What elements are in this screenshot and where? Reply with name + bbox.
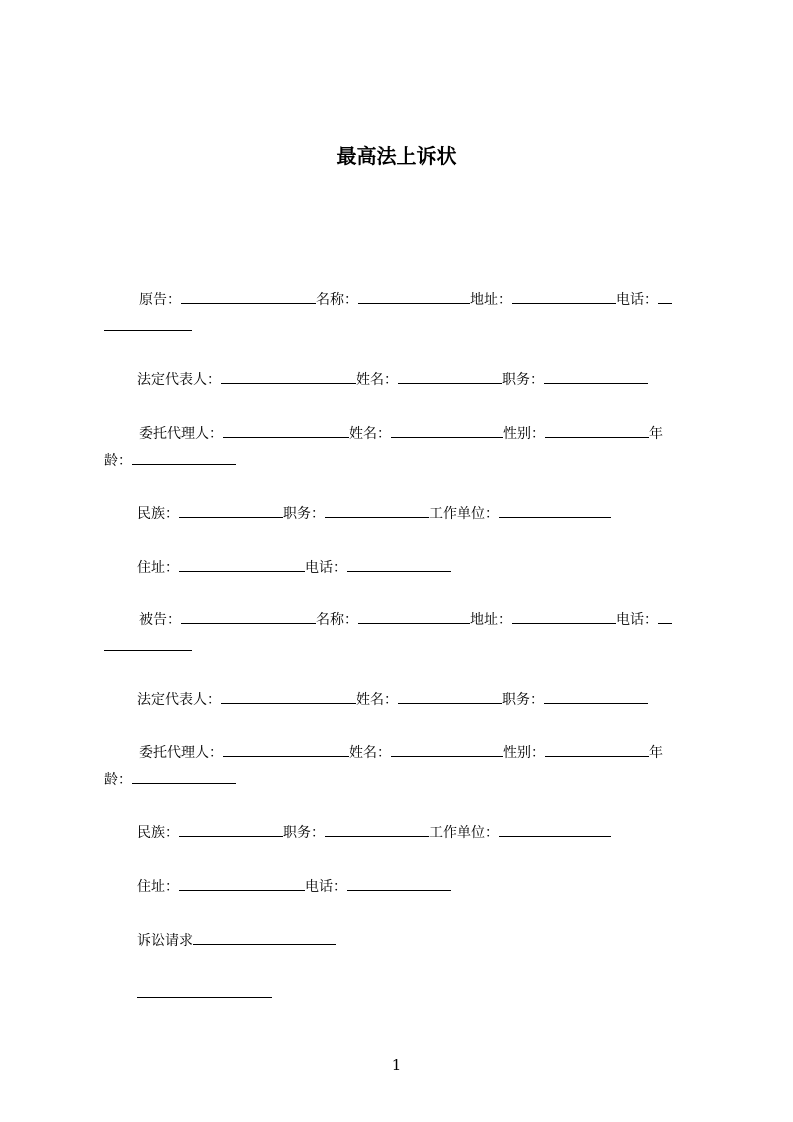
plaintiff-name-label: 名称： xyxy=(316,292,358,308)
def-agent-age-blank[interactable] xyxy=(132,767,236,784)
legal-rep-label: 法定代表人： xyxy=(137,372,221,388)
agent-age-label-2: 龄： xyxy=(104,453,132,469)
def-residence-label: 住址： xyxy=(137,879,179,895)
agent-label: 委托代理人： xyxy=(139,426,223,442)
def-agent-gender-label: 性别： xyxy=(503,745,545,761)
def-agent-name-label: 姓名： xyxy=(349,745,391,761)
agent-gender-blank[interactable] xyxy=(545,421,649,438)
workplace-label: 工作单位： xyxy=(429,506,499,522)
defendant-name-label: 名称： xyxy=(316,612,358,628)
plaintiff-line xyxy=(104,287,704,314)
defendant-phone-blank-cont[interactable] xyxy=(104,634,192,651)
residence-phone-blank[interactable] xyxy=(347,555,451,572)
plaintiff-address-label: 地址： xyxy=(470,292,512,308)
legal-rep-name-label: 姓名： xyxy=(356,372,398,388)
plaintiff-phone-continuation xyxy=(104,314,192,341)
claims-continuation-line xyxy=(104,981,704,1008)
def-ethnicity-label: 民族： xyxy=(137,825,179,841)
defendant-blank[interactable] xyxy=(181,607,316,624)
plaintiff-name-blank[interactable] xyxy=(358,287,470,304)
agent-blank[interactable] xyxy=(223,421,349,438)
plaintiff-agent-age-line xyxy=(104,448,236,475)
def-position-blank[interactable] xyxy=(325,820,429,837)
plaintiff-address-blank[interactable] xyxy=(512,287,616,304)
claims-blank[interactable] xyxy=(193,928,336,945)
def-residence-blank[interactable] xyxy=(179,874,305,891)
defendant-agent-age-line xyxy=(104,767,236,794)
defendant-agent-line xyxy=(104,740,704,767)
def-workplace-label: 工作单位： xyxy=(429,825,499,841)
defendant-address-blank[interactable] xyxy=(512,607,616,624)
residence-phone-label: 电话： xyxy=(305,560,347,576)
def-agent-age-label-2: 龄： xyxy=(104,772,132,788)
document-title: 最高法上诉状 xyxy=(336,144,457,168)
legal-rep-position-label: 职务： xyxy=(502,372,544,388)
legal-rep-position-blank[interactable] xyxy=(544,367,648,384)
defendant-ethnicity-line xyxy=(104,820,704,847)
ethnicity-blank[interactable] xyxy=(179,501,283,518)
plaintiff-phone-blank[interactable] xyxy=(658,287,672,304)
def-agent-label: 委托代理人： xyxy=(139,745,223,761)
page-number: 1 xyxy=(391,1056,402,1074)
ethnicity-label: 民族： xyxy=(137,506,179,522)
plaintiff-ethnicity-line xyxy=(104,501,704,528)
agent-gender-label: 性别： xyxy=(503,426,545,442)
residence-blank[interactable] xyxy=(179,555,305,572)
defendant-phone-continuation xyxy=(104,634,192,661)
def-legal-rep-label: 法定代表人： xyxy=(137,692,221,708)
def-residence-phone-blank[interactable] xyxy=(347,874,451,891)
workplace-blank[interactable] xyxy=(499,501,611,518)
defendant-phone-label: 电话： xyxy=(616,612,658,628)
agent-age-blank[interactable] xyxy=(132,448,236,465)
def-agent-gender-blank[interactable] xyxy=(545,740,649,757)
defendant-line xyxy=(104,607,704,634)
def-workplace-blank[interactable] xyxy=(499,820,611,837)
legal-rep-name-blank[interactable] xyxy=(398,367,502,384)
def-agent-blank[interactable] xyxy=(223,740,349,757)
def-residence-phone-label: 电话： xyxy=(305,879,347,895)
def-ethnicity-blank[interactable] xyxy=(179,820,283,837)
plaintiff-blank[interactable] xyxy=(181,287,316,304)
plaintiff-residence-line xyxy=(104,555,704,582)
claims-line xyxy=(104,928,704,955)
position-label: 职务： xyxy=(283,506,325,522)
legal-rep-blank[interactable] xyxy=(221,367,356,384)
agent-name-blank[interactable] xyxy=(391,421,503,438)
claims-label: 诉讼请求 xyxy=(137,933,193,949)
agent-name-label: 姓名： xyxy=(349,426,391,442)
def-legal-rep-name-label: 姓名： xyxy=(356,692,398,708)
plaintiff-phone-label: 电话： xyxy=(616,292,658,308)
def-legal-rep-blank[interactable] xyxy=(221,687,356,704)
def-legal-rep-position-label: 职务： xyxy=(502,692,544,708)
plaintiff-label: 原告： xyxy=(139,292,181,308)
claims-blank-2[interactable] xyxy=(137,981,272,998)
agent-age-label-1: 年 xyxy=(649,426,663,442)
plaintiff-legal-rep-line xyxy=(104,367,704,394)
defendant-label: 被告： xyxy=(139,612,181,628)
defendant-residence-line xyxy=(104,874,704,901)
defendant-address-label: 地址： xyxy=(470,612,512,628)
defendant-phone-blank[interactable] xyxy=(658,607,672,624)
residence-label: 住址： xyxy=(137,560,179,576)
def-agent-age-label-1: 年 xyxy=(649,745,663,761)
plaintiff-agent-line xyxy=(104,421,704,448)
position-blank[interactable] xyxy=(325,501,429,518)
defendant-name-blank[interactable] xyxy=(358,607,470,624)
plaintiff-phone-blank-cont[interactable] xyxy=(104,314,192,331)
def-position-label: 职务： xyxy=(283,825,325,841)
def-agent-name-blank[interactable] xyxy=(391,740,503,757)
def-legal-rep-name-blank[interactable] xyxy=(398,687,502,704)
def-legal-rep-position-blank[interactable] xyxy=(544,687,648,704)
defendant-legal-rep-line xyxy=(104,687,704,714)
